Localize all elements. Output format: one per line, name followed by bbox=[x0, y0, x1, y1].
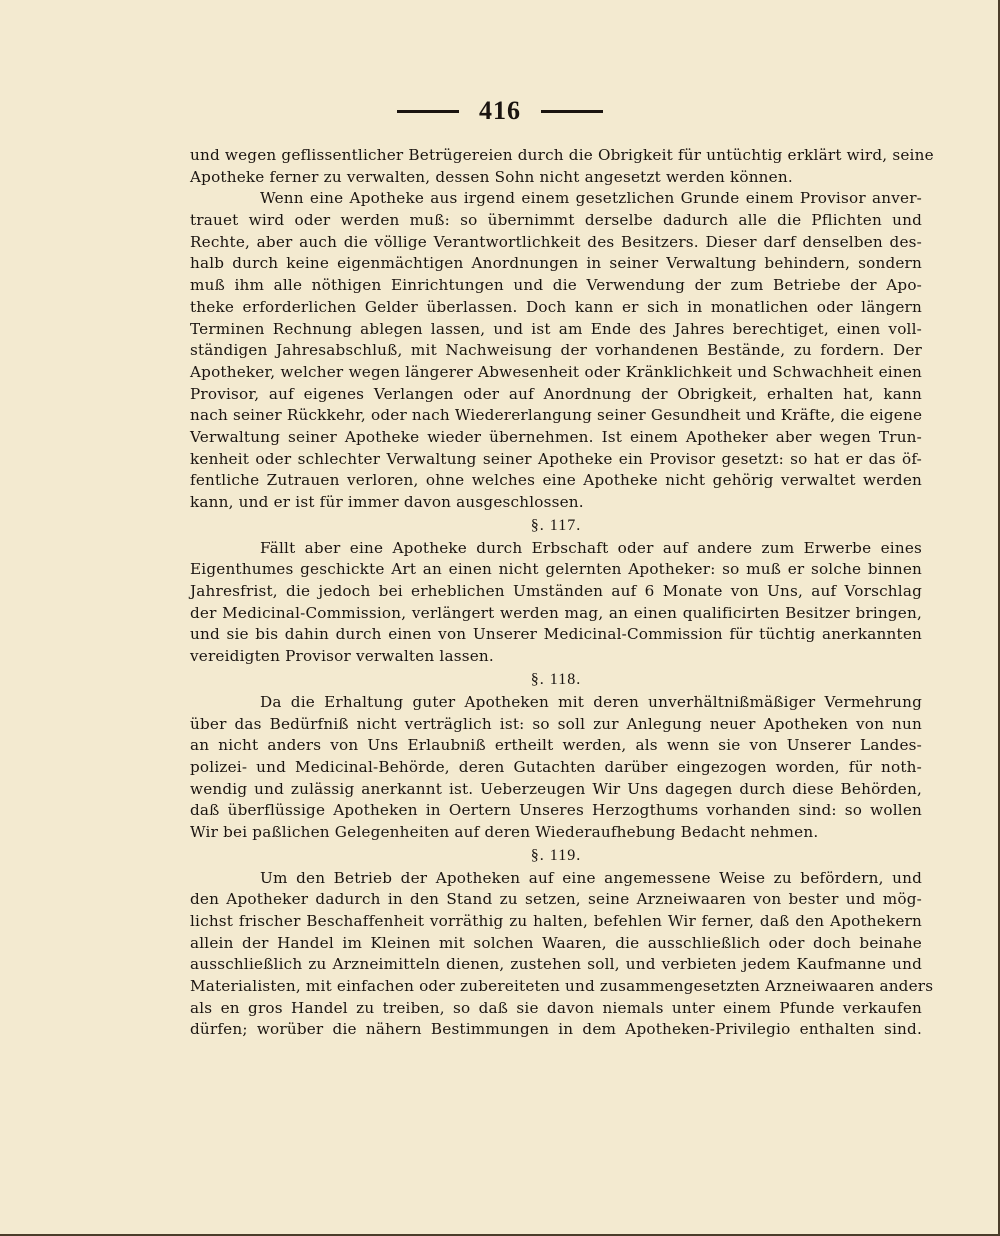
text-line: Provisor, auf eigenes Verlangen oder auf Anordnung der Obrigkeit, erhalten hat, kann bbox=[190, 384, 922, 403]
text-line: Terminen Rechnung ablegen lassen, und ist am Ende des Jahres berechtiget, einen voll- bbox=[190, 319, 922, 338]
page-number: 416 bbox=[479, 96, 521, 125]
text-line: Da die Erhaltung guter Apotheken mit deren unverhältnißmäßiger Vermehrung bbox=[260, 692, 922, 711]
header-rule-right bbox=[541, 110, 603, 113]
text-line: Materialisten, mit einfachen oder zubereiteten und zusammengesetzten Arzneiwaaren anders bbox=[190, 977, 934, 996]
text-line: und wegen geflissentlicher Betrügereien durch die Obrigkeit für untüchtig erklärt wird, seine bbox=[190, 146, 934, 164]
text-line: nach seiner Rückkehr, oder nach Wiedererlangung seiner Gesundheit und Kräfte, die eigene bbox=[190, 406, 923, 425]
text-line: theke erforderlichen Gelder überlassen. Doch kann er sich in monatlichen oder längern bbox=[190, 297, 922, 316]
text-line: Wenn eine Apotheke aus irgend einem gesetzlichen Grunde einem Provisor anver- bbox=[260, 189, 922, 208]
section-heading: §. 117. bbox=[530, 516, 582, 534]
text-line: ständigen Jahresabschluß, mit Nachweisung der vorhandenen Bestände, zu fordern. Der bbox=[190, 341, 922, 360]
text-line: Verwaltung seiner Apotheke wieder übernehmen. Ist einem Apotheker aber wegen Trun- bbox=[190, 427, 922, 446]
text-line: an nicht anders von Uns Erlaubniß ertheilt werden, als wenn sie von Unserer Landes- bbox=[190, 736, 922, 755]
text-line: Eigenthumes geschickte Art an einen nicht gelernten Apotheker: so muß er solche binnen bbox=[190, 560, 922, 579]
text-line: der Medicinal-Commission, verlängert werden mag, an einen qualificirten Besitzer bringen, bbox=[190, 603, 922, 622]
text-line: den Apotheker dadurch in den Stand zu setzen, seine Arzneiwaaren von bester und mög- bbox=[190, 890, 922, 909]
text-line: Um den Betrieb der Apotheken auf eine angemessene Weise zu befördern, und bbox=[260, 868, 922, 887]
section-heading: §. 119. bbox=[530, 846, 582, 864]
page-body bbox=[190, 145, 934, 1041]
text-line: dürfen; worüber die nähern Bestimmungen in dem Apotheken-Privilegio enthalten sind. bbox=[190, 1020, 922, 1039]
text-line: Jahresfrist, die jedoch bei erheblichen Umständen auf 6 Monate von Uns, auf Vorschlag bbox=[190, 582, 922, 601]
text-line: Wir bei paßlichen Gelegenheiten auf deren Wiederaufhebung Bedacht nehmen. bbox=[190, 822, 819, 841]
text-line: lichst frischer Beschaffenheit vorräthig zu halten, befehlen Wir ferner, daß den Apothekern bbox=[190, 912, 922, 930]
text-line: über das Bedürfniß nicht verträglich ist: so soll zur Anlegung neuer Apotheken von nun bbox=[190, 714, 922, 733]
text-line: und sie bis dahin durch einen von Unserer Medicinal-Commission für tüchtig anerkannten bbox=[190, 625, 922, 644]
text-line: fentliche Zutrauen verloren, ohne welches eine Apotheke nicht gehörig verwaltet werden bbox=[190, 471, 922, 490]
text-line: trauet wird oder werden muß: so übernimmt derselbe dadurch alle die Pflichten und bbox=[190, 211, 922, 230]
text-line: polizei- und Medicinal-Behörde, deren Gutachten darüber eingezogen worden, für noth- bbox=[190, 757, 922, 776]
section-heading: §. 118. bbox=[530, 670, 582, 688]
text-line: kenheit oder schlechter Verwaltung seiner Apotheke ein Provisor gesetzt: so hat er das öf- bbox=[190, 449, 922, 468]
text-line: Rechte, aber auch die völlige Verantwortlichkeit des Besitzers. Dieser darf denselben des- bbox=[190, 232, 922, 251]
page-header bbox=[0, 96, 1000, 126]
text-line: wendig und zulässig anerkannt ist. Ueberzeugen Wir Uns dagegen durch diese Behörden, bbox=[190, 779, 922, 798]
text-line: muß ihm alle nöthigen Einrichtungen und die Verwendung der zum Betriebe der Apo- bbox=[190, 276, 922, 295]
text-line: kann, und er ist für immer davon ausgeschlossen. bbox=[190, 493, 584, 511]
text-line: halb durch keine eigenmächtigen Anordnungen in seiner Verwaltung behindern, sondern bbox=[190, 254, 922, 273]
text-line: allein der Handel im Kleinen mit solchen Waaren, die ausschließlich oder doch beinahe bbox=[190, 933, 922, 952]
text-line: Apotheker, welcher wegen längerer Abwesenheit oder Kränklichkeit und Schwachheit einen bbox=[190, 362, 922, 381]
header-rule-left bbox=[397, 110, 459, 113]
text-line: ausschließlich zu Arzneimitteln dienen, zustehen soll, und verbieten jedem Kaufmanne und bbox=[190, 955, 922, 974]
text-line: vereidigten Provisor verwalten lassen. bbox=[190, 647, 494, 666]
text-line: Fällt aber eine Apotheke durch Erbschaft oder auf andere zum Erwerbe eines bbox=[260, 538, 922, 557]
text-line: Apotheke ferner zu verwalten, dessen Sohn nicht angesetzt werden können. bbox=[190, 167, 793, 186]
text-line: daß überflüssige Apotheken in Oertern Unseres Herzogthums vorhanden sind: so wollen bbox=[190, 801, 922, 820]
text-line: als en gros Handel zu treiben, so daß sie davon niemals unter einem Pfunde verkaufen bbox=[190, 998, 922, 1017]
